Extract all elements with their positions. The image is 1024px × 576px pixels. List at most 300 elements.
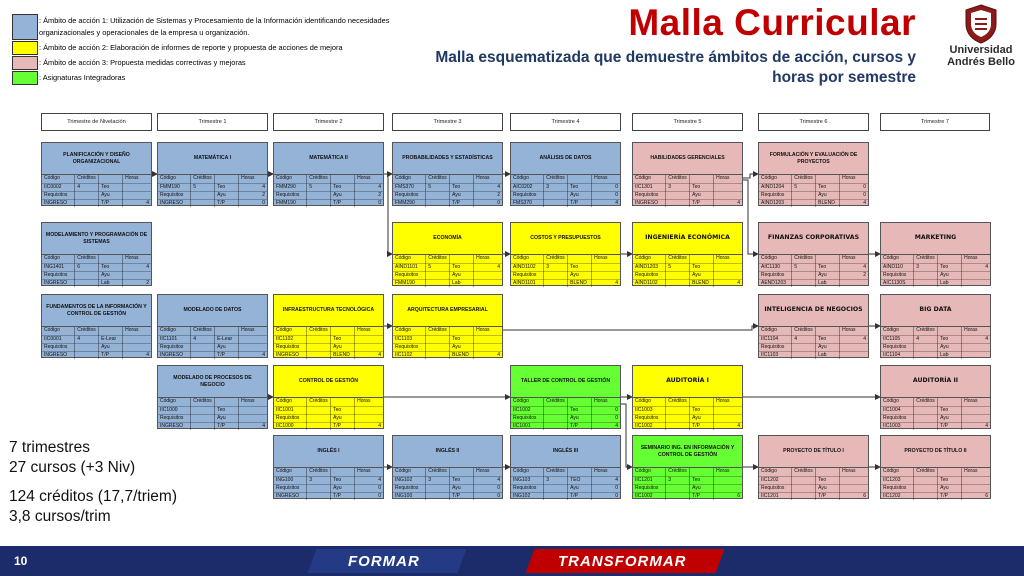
codigo-label: Código [511, 468, 544, 476]
course-credits [307, 335, 331, 343]
codigo-label: Código [393, 255, 426, 263]
hours-value-3 [962, 279, 990, 287]
course-credits: 4 [191, 335, 215, 343]
summary-courses: 27 cursos (+3 Niv) [9, 458, 136, 476]
requisitos-label: Requisitos [158, 191, 191, 199]
course-title: BIG DATA [881, 295, 990, 327]
semester-header-7: Trimestre 7 [880, 113, 990, 131]
prerequisite: IIC1104 [881, 351, 914, 359]
hours-value-3: 4 [378, 422, 381, 429]
hours-value-1: 4 [592, 476, 620, 484]
legend-text-3: : Ámbito de acción 3: Propuesta medidas correctivas y mejoras [39, 58, 246, 67]
course-info-table [393, 468, 502, 500]
hours-value-1 [714, 406, 742, 414]
codigo-label: Código [633, 255, 666, 263]
course-code: IIC1101 [158, 335, 191, 343]
empty-cell [215, 398, 239, 406]
empty-cell [914, 422, 938, 430]
hours-value-3 [840, 351, 868, 359]
hours-type-1: Teo [816, 476, 840, 484]
hours-type-2: Ayu [938, 414, 962, 422]
course-credits: 3 [544, 263, 568, 271]
hours-type-1: Teo [568, 263, 592, 271]
hours-type-1: Teo [99, 183, 123, 191]
creditos-label: Créditos [792, 468, 816, 476]
codigo-label: Código [633, 398, 666, 406]
hours-type-2: Ayu [816, 271, 840, 279]
hours-value-3: 0 [262, 199, 265, 206]
legend-swatch-blue [12, 14, 38, 40]
requisitos-label: Requisitos [42, 271, 75, 279]
course-info-table [274, 468, 383, 500]
empty-cell [792, 492, 816, 500]
requisitos-label: Requisitos [881, 271, 914, 279]
requisitos-label: Requisitos [393, 191, 426, 199]
course-credits: 6 [75, 263, 99, 271]
hours-value-2 [239, 343, 267, 351]
hours-value-2 [474, 343, 502, 351]
horas-label: Horas [840, 468, 868, 476]
course-info-table [511, 175, 620, 207]
horas-label: Horas [355, 398, 383, 406]
course-proyecto-titulo-i [758, 435, 869, 499]
hours-type-3: T/P [215, 351, 239, 359]
horas-label: Horas [592, 398, 620, 406]
course-arquitectura-empresarial [392, 294, 503, 358]
hours-type-1: Teo [690, 183, 714, 191]
empty-cell [792, 351, 816, 359]
course-info-table [158, 327, 267, 359]
empty-cell [914, 343, 938, 351]
course-planificacion-diseno-organizacional [41, 142, 152, 206]
course-credits: 3 [544, 183, 568, 191]
horas-label: Horas [962, 468, 990, 476]
empty-cell [816, 468, 840, 476]
hours-type-1: Teo [331, 476, 355, 484]
horas-label: Horas [714, 255, 742, 263]
course-info-table [393, 327, 502, 359]
course-info-table [881, 468, 990, 500]
hours-type-2: Ayu [568, 191, 592, 199]
course-credits [666, 406, 690, 414]
course-inteligencia-de-negocios [758, 294, 869, 358]
hours-type-1: Teo [450, 263, 474, 271]
codigo-label: Código [759, 327, 792, 335]
course-code: IIC1201 [633, 476, 666, 484]
course-credits [307, 406, 331, 414]
codigo-label: Código [274, 175, 307, 183]
course-title: TALLER DE CONTROL DE GESTIÓN [511, 366, 620, 398]
empty-cell [426, 351, 450, 359]
empty-cell [426, 191, 450, 199]
connector-arrow-4 [384, 174, 392, 254]
prerequisite: AIND1101 [511, 279, 544, 287]
codigo-label: Código [881, 255, 914, 263]
hours-type-2: Ayu [331, 484, 355, 492]
empty-cell [307, 351, 331, 359]
course-title: MODELADO DE DATOS [158, 295, 267, 327]
course-credits: 4 [75, 335, 99, 343]
horas-label: Horas [239, 398, 267, 406]
course-info-table [759, 175, 868, 207]
summary-stats [9, 438, 199, 526]
horas-label: Horas [355, 468, 383, 476]
hours-type-2: Ayu [331, 343, 355, 351]
prerequisite: AIND1203 [759, 199, 792, 207]
course-info-table [759, 468, 868, 500]
hours-type-1: Teo [938, 263, 962, 271]
hours-type-3: T/P [331, 422, 355, 430]
requisitos-label: Requisitos [511, 414, 544, 422]
course-ingles-iii [510, 435, 621, 499]
course-credits: 3 [666, 476, 690, 484]
empty-cell [792, 343, 816, 351]
hours-value-2 [714, 414, 742, 422]
legend-item-2 [12, 41, 432, 55]
course-title: ARQUITECTURA EMPRESARIAL [393, 295, 502, 327]
empty-cell [450, 468, 474, 476]
page-title: Malla Curricular [628, 2, 916, 43]
hours-value-2 [123, 343, 151, 351]
hours-type-3: T/P [568, 422, 592, 430]
requisitos-label: Requisitos [511, 191, 544, 199]
hours-type-3: T/P [938, 492, 962, 500]
prerequisite: INGRESO [42, 199, 75, 207]
hours-type-3: BLEND [690, 279, 714, 287]
hours-type-3: T/P [568, 492, 592, 500]
footer-background [0, 546, 1024, 576]
prerequisite: FMM190 [274, 199, 307, 207]
course-code: FMM290 [274, 183, 307, 191]
requisitos-label: Requisitos [633, 484, 666, 492]
hours-type-3: BLEND [331, 351, 355, 359]
hours-type-2: Ayu [690, 191, 714, 199]
course-title: PLANIFICACIÓN Y DISEÑO ORGANIZACIONAL [42, 143, 151, 175]
prerequisite: INGRESO [158, 199, 191, 207]
course-credits [914, 406, 938, 414]
horas-label: Horas [714, 175, 742, 183]
course-control-de-gestion [273, 365, 384, 429]
course-code: IIC1002 [511, 406, 544, 414]
prerequisite: FMM290 [393, 199, 426, 207]
course-title: HABILIDADES GERENCIALES [633, 143, 742, 175]
hours-type-3: T/P [215, 422, 239, 430]
course-code: AIND1204 [759, 183, 792, 191]
semester-header-3: Trimestre 3 [392, 113, 503, 131]
course-info-table [759, 255, 868, 287]
empty-cell [568, 398, 592, 406]
legend [12, 14, 432, 86]
course-title: AUDITORÍA I [633, 366, 742, 398]
empty-cell [544, 484, 568, 492]
course-credits: 5 [792, 183, 816, 191]
requisitos-label: Requisitos [759, 484, 792, 492]
course-auditoria-i [632, 365, 743, 429]
creditos-label: Créditos [544, 255, 568, 263]
horas-label: Horas [123, 255, 151, 263]
prerequisite: INGRESO [42, 279, 75, 287]
course-info-table [42, 175, 151, 207]
hours-value-1 [714, 263, 742, 271]
hours-type-2: Ayu [99, 191, 123, 199]
course-code: IIC1000 [158, 406, 191, 414]
course-info-table [511, 468, 620, 500]
course-title: FUNDAMENTOS DE LA INFORMACIÓN Y CONTROL DE GESTIÓN [42, 295, 151, 327]
course-formulacion-evaluacion-proyectos [758, 142, 869, 206]
codigo-label: Código [274, 468, 307, 476]
empty-cell [690, 175, 714, 183]
hours-type-2: Ayu [690, 271, 714, 279]
empty-cell [307, 492, 331, 500]
hours-type-1: Teo [450, 335, 474, 343]
horas-label: Horas [474, 175, 502, 183]
codigo-label: Código [42, 255, 75, 263]
prerequisite: AEND1203 [759, 279, 792, 287]
empty-cell [666, 414, 690, 422]
hours-value-1: 4 [355, 476, 383, 484]
codigo-label: Código [42, 175, 75, 183]
empty-cell [191, 351, 215, 359]
creditos-label: Créditos [426, 468, 450, 476]
hours-value-3: 4 [146, 199, 149, 206]
course-code: AIND1102 [511, 263, 544, 271]
creditos-label: Créditos [307, 398, 331, 406]
hours-value-3: 4 [378, 351, 381, 358]
course-credits: 3 [544, 476, 568, 484]
creditos-label: Créditos [307, 468, 331, 476]
semester-header-2: Trimestre 2 [273, 113, 384, 131]
codigo-label: Código [393, 175, 426, 183]
hours-type-3: T/P [816, 492, 840, 500]
footer-bar [0, 546, 1024, 576]
legend-text-1: : Ámbito de acción 1: Utilización de Sistemas y Procesamiento de la Información identificando necesidades organizacionales y operacionales de la empresa u organización. [39, 16, 390, 37]
codigo-label: Código [158, 398, 191, 406]
empty-cell [816, 175, 840, 183]
empty-cell [450, 175, 474, 183]
hours-value-2: 2 [355, 191, 383, 199]
empty-cell [792, 191, 816, 199]
hours-type-1: Teo [938, 335, 962, 343]
codigo-label: Código [511, 175, 544, 183]
hours-type-2: Ayu [450, 343, 474, 351]
hours-type-2: Ayu [331, 191, 355, 199]
prerequisite: IIC1103 [759, 351, 792, 359]
empty-cell [938, 398, 962, 406]
empty-cell [331, 398, 355, 406]
course-title: MATEMÁTICA II [274, 143, 383, 175]
course-fundamentos-informacion-control [41, 294, 152, 358]
hours-value-1: 4 [474, 183, 502, 191]
course-code: IIC0002 [42, 183, 75, 191]
course-code: IIC1003 [633, 406, 666, 414]
empty-cell [75, 191, 99, 199]
requisitos-label: Requisitos [759, 191, 792, 199]
summary-credits: 124 créditos (17,7/triem) [9, 488, 177, 505]
hours-type-3: Lab [938, 279, 962, 287]
empty-cell [307, 484, 331, 492]
empty-cell [191, 191, 215, 199]
empty-cell [544, 199, 568, 207]
course-title: INGENIERÍA ECONÓMICA [633, 223, 742, 255]
hours-type-2: Ayu [99, 271, 123, 279]
empty-cell [544, 414, 568, 422]
creditos-label: Créditos [792, 327, 816, 335]
hours-type-1: Teo [331, 406, 355, 414]
course-title: INGLÉS I [274, 436, 383, 468]
horas-label: Horas [355, 327, 383, 335]
hours-type-2: Ayu [690, 484, 714, 492]
hours-type-3: T/P [331, 492, 355, 500]
horas-label: Horas [962, 327, 990, 335]
empty-cell [938, 255, 962, 263]
prerequisite: IIC1002 [633, 492, 666, 500]
requisitos-label: Requisitos [274, 343, 307, 351]
empty-cell [792, 484, 816, 492]
creditos-label: Créditos [914, 398, 938, 406]
hours-value-2: 0 [592, 484, 620, 492]
hours-type-3: Lab [816, 279, 840, 287]
course-title: INTELIGENCIA DE NEGOCIOS [759, 295, 868, 327]
empty-cell [331, 468, 355, 476]
logo-line-1: Universidad [949, 44, 1013, 56]
legend-text-2: : Ámbito de acción 2: Elaboración de informes de reporte y propuesta de acciones de mejora [39, 43, 343, 52]
horas-label: Horas [592, 255, 620, 263]
course-info-table [511, 255, 620, 287]
horas-label: Horas [239, 175, 267, 183]
connector-arrow-19 [621, 404, 632, 467]
empty-cell [544, 422, 568, 430]
summary-trimesters: 7 trimestres [9, 439, 90, 456]
hours-type-1: E-Lear [215, 335, 239, 343]
hours-value-2: 2 [474, 191, 502, 199]
course-code: ING103 [511, 476, 544, 484]
legend-item-3 [12, 56, 432, 70]
seal-icon [963, 4, 999, 44]
course-credits: 3 [426, 476, 450, 484]
hours-type-1: Teo [568, 183, 592, 191]
empty-cell [544, 271, 568, 279]
hours-value-2 [474, 271, 502, 279]
codigo-label: Código [158, 175, 191, 183]
hours-type-2: Ayu [331, 414, 355, 422]
empty-cell [568, 255, 592, 263]
hours-value-3: 4 [615, 199, 618, 206]
hours-type-3: T/P [450, 492, 474, 500]
empty-cell [914, 492, 938, 500]
hours-value-1: 4 [962, 263, 990, 271]
legend-swatch-green [12, 71, 38, 85]
hours-value-1 [592, 263, 620, 271]
course-info-table [511, 398, 620, 430]
horas-label: Horas [840, 255, 868, 263]
prerequisite: ING100 [393, 492, 426, 500]
hours-value-1 [123, 183, 151, 191]
hours-value-3: 2 [146, 279, 149, 286]
hours-value-1: 4 [239, 183, 267, 191]
hours-value-3: 4 [737, 199, 740, 206]
hours-value-3: 4 [146, 351, 149, 358]
course-title: PROYECTO DE TÍTULO II [881, 436, 990, 468]
hours-value-1: 4 [962, 335, 990, 343]
creditos-label: Créditos [666, 175, 690, 183]
creditos-label: Créditos [544, 468, 568, 476]
course-info-table [881, 255, 990, 287]
course-code: ING100 [274, 476, 307, 484]
connector-arrow-7 [743, 180, 758, 254]
course-info-table [881, 398, 990, 430]
semester-header-0: Trimestre de Nivelación [41, 113, 152, 131]
hours-value-1 [355, 406, 383, 414]
hours-value-3: 4 [863, 199, 866, 206]
hours-value-3: 0 [378, 199, 381, 206]
requisitos-label: Requisitos [158, 343, 191, 351]
semester-header-1: Trimestre 1 [157, 113, 268, 131]
empty-cell [215, 327, 239, 335]
course-info-table [633, 468, 742, 500]
creditos-label: Créditos [307, 175, 331, 183]
hours-value-1 [840, 476, 868, 484]
hours-type-2: Ayu [816, 343, 840, 351]
hours-value-2 [962, 414, 990, 422]
summary-courses-per-trim: 3,8 cursos/trim [9, 507, 111, 525]
hours-value-1: 0 [840, 183, 868, 191]
empty-cell [544, 492, 568, 500]
course-credits: 3 [307, 476, 331, 484]
hours-value-3 [474, 279, 502, 287]
course-title: INGLÉS III [511, 436, 620, 468]
course-info-table [42, 327, 151, 359]
hours-value-1 [962, 476, 990, 484]
prerequisite: IIC1201 [759, 492, 792, 500]
course-auditoria-ii [880, 365, 991, 429]
course-ingles-i [273, 435, 384, 499]
creditos-label: Créditos [191, 175, 215, 183]
requisitos-label: Requisitos [759, 343, 792, 351]
requisitos-label: Requisitos [759, 271, 792, 279]
empty-cell [816, 327, 840, 335]
requisitos-label: Requisitos [42, 343, 75, 351]
legend-swatch-pink [12, 56, 38, 70]
hours-value-1: 4 [474, 263, 502, 271]
course-title: PROYECTO DE TÍTULO I [759, 436, 868, 468]
course-proyecto-titulo-ii [880, 435, 991, 499]
creditos-label: Créditos [191, 327, 215, 335]
hours-type-3: T/P [938, 422, 962, 430]
hours-type-2: Ayu [816, 191, 840, 199]
empty-cell [99, 327, 123, 335]
hours-value-3: 4 [615, 279, 618, 286]
prerequisite: IIC1003 [881, 422, 914, 430]
hours-value-1: 4 [474, 476, 502, 484]
empty-cell [75, 199, 99, 207]
course-analisis-de-datos [510, 142, 621, 206]
hours-type-1: Teo [215, 183, 239, 191]
course-info-table [633, 398, 742, 430]
hours-type-2: Ayu [215, 191, 239, 199]
creditos-label: Créditos [914, 327, 938, 335]
hours-type-1: Teo [816, 263, 840, 271]
hours-value-1 [962, 406, 990, 414]
codigo-label: Código [759, 468, 792, 476]
codigo-label: Código [274, 398, 307, 406]
codigo-label: Código [881, 327, 914, 335]
prerequisite: FMM190 [393, 279, 426, 287]
empty-cell [792, 271, 816, 279]
creditos-label: Créditos [191, 398, 215, 406]
course-title: MARKETING [881, 223, 990, 255]
course-info-table [393, 255, 502, 287]
course-title: INFRAESTRUCTURA TECNOLÓGICA [274, 295, 383, 327]
